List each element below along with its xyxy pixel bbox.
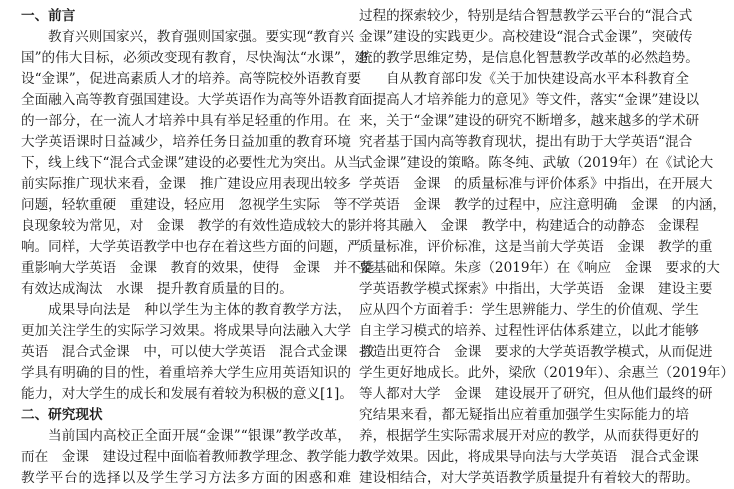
text-line: 的一部分，在一流人才培养中具有举足轻重的作用。在	[21, 113, 351, 129]
text-line: 究结果来看，都无疑指出应着重加强学生实际能力的培	[359, 407, 689, 423]
paragraph-last-line: 建设相结合，对大学英语教学质量提升有着较大的帮助。	[359, 470, 699, 486]
text-line: 学英语 金课 教学的过程中，应注意明确 金课 的内涵，	[359, 197, 727, 213]
paragraph-last-line: 能力，对大学生的成长和发展有着较为积极的意义[1]。	[21, 386, 353, 402]
text-line: 过程的探索较少，特别是结合智慧教学云平台的“混合式	[359, 8, 693, 24]
text-line: 自主学习模式的培养、过程性评估体系建立，以此才能够	[359, 323, 699, 339]
section-heading: 一、前言	[21, 8, 76, 24]
section-heading: 二、研究现状	[21, 407, 103, 423]
left-column	[21, 6, 375, 489]
text-line: 下，线上线下“混合式金课”建设的必要性尤为突出。从当	[21, 155, 362, 171]
text-line: 大学英语课时日益减少，培养任务日益加重的教育环境	[21, 134, 351, 150]
text-line: 教学效果。因此，将成果导向法与大学英语 混合式金课	[359, 449, 699, 465]
text-line: 来，关于“金课”建设的研究不断增多，越来越多的学术研	[359, 113, 700, 129]
text-line: 应从四个方面着手：学生思辨能力、学生的价值观、学生	[359, 302, 699, 318]
right-column	[359, 6, 734, 489]
paragraph-first-line: 成果导向法是 种以学生为主体的教育教学方法，	[48, 302, 351, 318]
text-line: 金课”建设的实践更少。高校建设“混合式金课”，突破传	[359, 29, 693, 45]
text-line: 重影响大学英语 金课 教育的效果，使得 金课 并不能	[21, 260, 375, 276]
paragraph-first-line: 教育兴则国家兴，教育强则国家强。要实现“教育兴	[48, 29, 355, 45]
text-line: 究者基于国内高等教育现状，提出有助于大学英语“混合	[359, 134, 693, 150]
text-line: 面提高人才培养能力的意见》等文件，落实“金课”建设以	[359, 92, 700, 108]
text-line: 学具有明确的目的性，着重培养大学生应用英语知识的	[21, 365, 351, 381]
paragraph-last-line: 统的教学思维定势，是信息化智慧教学改革的必然趋势。	[359, 50, 699, 66]
text-line: 良现象较为常见，对 金课 教学的有效性造成较大的影	[21, 218, 361, 234]
text-line: 前实际推广现状来看，金课 推广建设应用表现出较多	[21, 176, 351, 192]
text-line: 国”的伟大目标，必须改变现有教育，尽快淘汰“水课”，建	[21, 50, 369, 66]
text-line: 更加关注学生的实际学习效果。将成果导向法融入大学	[21, 323, 351, 339]
text-line: 打造出更符合 金课 要求的大学英语教学模式，从而促进	[359, 344, 713, 360]
text-line: 响。同样，大学英语教学中也存在着这些方面的问题，严	[21, 239, 361, 255]
text-line: 问题，轻软重硬 重建设，轻应用 忽视学生实际 等不	[21, 197, 361, 213]
text-line: 等人都对大学 金课 建设展开了研究，但从他们最终的研	[359, 386, 713, 402]
text-line: 质量标准，评价标准，这是当前大学英语 金课 教学的重	[359, 239, 713, 255]
text-line: 并将其融入 金课 教学中，构建适合的动静态 金课程	[359, 218, 699, 234]
text-line: 式金课”建设的策略。陈冬纯、武敏（2019年）在《试论大	[359, 155, 714, 171]
text-line: 养，根据学生实际需求展开对应的教学，从而获得更好的	[359, 428, 699, 444]
text-line: 要基础和保障。朱彦（2019年）在《响应 金课 要求的大	[359, 260, 720, 276]
text-line: 教学平台的选择以及学生学习方法多方面的困惑和难	[21, 470, 351, 486]
paragraph-first-line: 当前国内高校正全面开展“金课”“银课”教学改革，	[48, 428, 351, 444]
text-line: 设“金课”，促进高素质人才的培养。高等院校外语教育要	[21, 71, 362, 87]
text-line: 全面融入高等教育强国建设。大学英语作为高等外语教育	[21, 92, 361, 108]
text-line: 学英语教学模式探索》中指出，大学英语 金课 建设主要	[359, 281, 713, 297]
paragraph-first-line: 自从教育部印发《关于加快建设高水平本科教育全	[386, 71, 689, 87]
text-line: 英语 混合式金课 中，可以使大学英语 混合式金课 教	[21, 344, 375, 360]
text-line: 学生更好地成长。此外，梁欣（2019年）、余惠兰（2019年）	[359, 365, 734, 381]
text-line: 而在 金课 建设过程中面临着教师教学理念、教学能力、	[21, 449, 375, 465]
paragraph-last-line: 有效达成淘汰 水课 提升教育质量的目的。	[21, 281, 293, 297]
text-line: 学英语 金课 的质量标准与评价体系》中指出，在开展大	[359, 176, 713, 192]
